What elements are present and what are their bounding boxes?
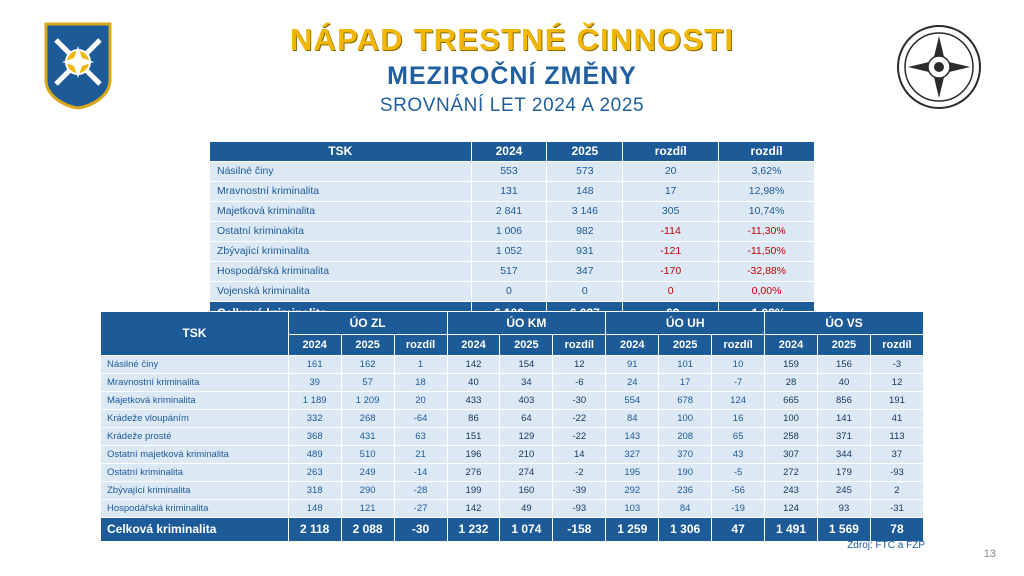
data-cell: 24 [606, 374, 659, 392]
cell-2024: 131 [471, 182, 547, 202]
data-cell: 344 [817, 446, 870, 464]
data-cell: 1 209 [341, 392, 394, 410]
table-group-header-row [101, 312, 924, 335]
data-cell: 327 [606, 446, 659, 464]
data-cell: 121 [341, 500, 394, 518]
cell-diff: -114 [623, 222, 719, 242]
data-cell: 65 [712, 428, 765, 446]
cell-diff: 305 [623, 202, 719, 222]
data-cell: 263 [288, 464, 341, 482]
row-label: Hospodářská kriminalita [210, 262, 472, 282]
table-row [210, 282, 815, 302]
row-label: Vojenská kriminalita [210, 282, 472, 302]
group-header-uo-zl: ÚO ZL [288, 312, 447, 335]
cell-2025: 573 [547, 162, 623, 182]
sub-header-2025: 2025 [341, 335, 394, 356]
data-cell: 510 [341, 446, 394, 464]
row-label: Zbývající kriminalita [210, 242, 472, 262]
data-cell: 17 [659, 374, 712, 392]
cell-diff: 20 [623, 162, 719, 182]
data-cell: 12 [870, 374, 923, 392]
data-cell: 142 [447, 356, 500, 374]
cell-2024: 1 006 [471, 222, 547, 242]
data-cell: 57 [341, 374, 394, 392]
cell-2025: 148 [547, 182, 623, 202]
table-row [101, 500, 924, 518]
data-cell: 678 [659, 392, 712, 410]
table-header-row [210, 142, 815, 162]
data-cell: 84 [606, 410, 659, 428]
row-label: Majetková kriminalita [210, 202, 472, 222]
row-label: Majetková kriminalita [101, 392, 289, 410]
data-cell: 332 [288, 410, 341, 428]
data-cell: 195 [606, 464, 659, 482]
data-cell: 124 [712, 392, 765, 410]
data-cell: -14 [394, 464, 447, 482]
row-label: Mravnostní kriminalita [210, 182, 472, 202]
data-cell: 156 [817, 356, 870, 374]
row-label: Mravnostní kriminalita [101, 374, 289, 392]
data-cell: 129 [500, 428, 553, 446]
data-cell: -93 [553, 500, 606, 518]
table-row [101, 410, 924, 428]
table-row [101, 482, 924, 500]
col-header-tsk: TSK [210, 142, 472, 162]
data-cell: 276 [447, 464, 500, 482]
data-cell: -31 [870, 500, 923, 518]
data-cell: 141 [817, 410, 870, 428]
cell-pct: 12,98% [719, 182, 815, 202]
data-cell: 431 [341, 428, 394, 446]
data-cell: 272 [765, 464, 818, 482]
data-cell: 14 [553, 446, 606, 464]
data-cell: 28 [765, 374, 818, 392]
source-note: Zdroj: FTČ a FZP [847, 540, 925, 551]
data-cell: 433 [447, 392, 500, 410]
data-cell: -7 [712, 374, 765, 392]
row-label: Krádeže vloupáním [101, 410, 289, 428]
group-header-uo-vs: ÚO VS [765, 312, 924, 335]
data-cell: 103 [606, 500, 659, 518]
data-cell: -2 [553, 464, 606, 482]
sub-header-diff: rozdíl [553, 335, 606, 356]
total-cell: 78 [870, 518, 923, 542]
data-cell: 142 [447, 500, 500, 518]
data-cell: 179 [817, 464, 870, 482]
data-cell: -56 [712, 482, 765, 500]
data-cell: 40 [817, 374, 870, 392]
total-cell: 1 232 [447, 518, 500, 542]
total-cell: 1 569 [817, 518, 870, 542]
data-cell: 21 [394, 446, 447, 464]
data-cell: -6 [553, 374, 606, 392]
cell-2024: 2 841 [471, 202, 547, 222]
page-number: 13 [983, 548, 996, 560]
data-cell: 10 [712, 356, 765, 374]
data-cell: 113 [870, 428, 923, 446]
data-cell: 154 [500, 356, 553, 374]
group-header-uo-uh: ÚO UH [606, 312, 765, 335]
total-cell: 1 491 [765, 518, 818, 542]
data-cell: 151 [447, 428, 500, 446]
table-row [101, 374, 924, 392]
row-label: Ostatní majetková kriminalita [101, 446, 289, 464]
table-row [101, 446, 924, 464]
table-row [101, 464, 924, 482]
cell-2025: 3 146 [547, 202, 623, 222]
row-label: Krádeže prosté [101, 428, 289, 446]
data-cell: 18 [394, 374, 447, 392]
total-cell: 2 118 [288, 518, 341, 542]
data-cell: -93 [870, 464, 923, 482]
data-cell: 16 [712, 410, 765, 428]
data-cell: 274 [500, 464, 553, 482]
total-cell: -158 [553, 518, 606, 542]
data-cell: 143 [606, 428, 659, 446]
data-cell: 84 [659, 500, 712, 518]
data-cell: 148 [288, 500, 341, 518]
data-cell: -5 [712, 464, 765, 482]
data-cell: 40 [447, 374, 500, 392]
table-row [101, 428, 924, 446]
cell-diff: -121 [623, 242, 719, 262]
data-cell: 370 [659, 446, 712, 464]
table-row [210, 242, 815, 262]
cell-pct: 10,74% [719, 202, 815, 222]
col-header-tsk: TSK [101, 312, 289, 356]
cell-2024: 553 [471, 162, 547, 182]
data-cell: 43 [712, 446, 765, 464]
sub-header-2025: 2025 [817, 335, 870, 356]
table-row [210, 162, 815, 182]
sub-header-diff: rozdíl [712, 335, 765, 356]
table-total-row [101, 518, 924, 542]
data-cell: -28 [394, 482, 447, 500]
data-cell: 1 189 [288, 392, 341, 410]
data-cell: -3 [870, 356, 923, 374]
table-row [210, 202, 815, 222]
data-cell: 290 [341, 482, 394, 500]
data-cell: 124 [765, 500, 818, 518]
data-cell: 39 [288, 374, 341, 392]
page-subtitle: MEZIROČNÍ ZMĚNY [387, 62, 637, 90]
total-cell: 2 088 [341, 518, 394, 542]
cell-pct: -32,88% [719, 262, 815, 282]
sub-header-2025: 2025 [659, 335, 712, 356]
page-subtitle-2: SROVNÁNÍ LET 2024 A 2025 [379, 95, 645, 116]
data-cell: 100 [765, 410, 818, 428]
sub-header-2025: 2025 [500, 335, 553, 356]
data-cell: 64 [500, 410, 553, 428]
data-cell: -19 [712, 500, 765, 518]
total-cell: 1 259 [606, 518, 659, 542]
total-cell: 1 306 [659, 518, 712, 542]
total-cell: -30 [394, 518, 447, 542]
col-header-2024: 2024 [471, 142, 547, 162]
data-cell: 20 [394, 392, 447, 410]
data-cell: 245 [817, 482, 870, 500]
cell-2024: 517 [471, 262, 547, 282]
row-label: Násilné činy [101, 356, 289, 374]
data-cell: 91 [606, 356, 659, 374]
slide-header [0, 0, 1024, 128]
row-label: Zbývající kriminalita [101, 482, 289, 500]
summary-table [209, 141, 815, 325]
cell-pct: -11,50% [719, 242, 815, 262]
data-cell: 210 [500, 446, 553, 464]
col-header-diff-pct: rozdíl [719, 142, 815, 162]
cell-diff: 17 [623, 182, 719, 202]
cell-2025: 0 [547, 282, 623, 302]
data-cell: 268 [341, 410, 394, 428]
total-cell: 1 074 [500, 518, 553, 542]
data-cell: 199 [447, 482, 500, 500]
sub-header-2024: 2024 [606, 335, 659, 356]
cell-2025: 347 [547, 262, 623, 282]
table-row [101, 356, 924, 374]
data-cell: 249 [341, 464, 394, 482]
data-cell: 368 [288, 428, 341, 446]
data-cell: 190 [659, 464, 712, 482]
data-cell: -30 [553, 392, 606, 410]
data-cell: 160 [500, 482, 553, 500]
group-header-uo-km: ÚO KM [447, 312, 606, 335]
data-cell: 196 [447, 446, 500, 464]
data-cell: 258 [765, 428, 818, 446]
cell-diff: 0 [623, 282, 719, 302]
cell-pct: 0,00% [719, 282, 815, 302]
total-label: Celková kriminalita [101, 518, 289, 542]
data-cell: 162 [341, 356, 394, 374]
data-cell: 101 [659, 356, 712, 374]
sub-header-2024: 2024 [447, 335, 500, 356]
sub-header-diff: rozdíl [870, 335, 923, 356]
title-block [0, 22, 1024, 117]
row-label: Ostatní kriminalita [101, 464, 289, 482]
data-cell: 665 [765, 392, 818, 410]
table-row [210, 222, 815, 242]
data-cell: 93 [817, 500, 870, 518]
data-cell: 318 [288, 482, 341, 500]
data-cell: 307 [765, 446, 818, 464]
data-cell: 12 [553, 356, 606, 374]
data-cell: 489 [288, 446, 341, 464]
data-cell: -64 [394, 410, 447, 428]
data-cell: 159 [765, 356, 818, 374]
sub-header-2024: 2024 [288, 335, 341, 356]
data-cell: 1 [394, 356, 447, 374]
data-cell: 292 [606, 482, 659, 500]
data-cell: 208 [659, 428, 712, 446]
data-cell: -22 [553, 410, 606, 428]
data-cell: 86 [447, 410, 500, 428]
data-cell: 161 [288, 356, 341, 374]
sub-header-diff: rozdíl [394, 335, 447, 356]
row-label: Ostatní kriminakita [210, 222, 472, 242]
districts-table [100, 311, 924, 542]
data-cell: 243 [765, 482, 818, 500]
row-label: Násilné činy [210, 162, 472, 182]
data-cell: -27 [394, 500, 447, 518]
data-cell: 37 [870, 446, 923, 464]
data-cell: 236 [659, 482, 712, 500]
table-row [210, 182, 815, 202]
data-cell: 49 [500, 500, 553, 518]
data-cell: 856 [817, 392, 870, 410]
cell-2024: 1 052 [471, 242, 547, 262]
data-cell: 554 [606, 392, 659, 410]
data-cell: 403 [500, 392, 553, 410]
data-cell: 34 [500, 374, 553, 392]
table-row [210, 262, 815, 282]
data-cell: 100 [659, 410, 712, 428]
data-cell: -22 [553, 428, 606, 446]
cell-2025: 982 [547, 222, 623, 242]
cell-pct: 3,62% [719, 162, 815, 182]
data-cell: 63 [394, 428, 447, 446]
cell-2025: 931 [547, 242, 623, 262]
data-cell: 2 [870, 482, 923, 500]
cell-diff: -170 [623, 262, 719, 282]
data-cell: 371 [817, 428, 870, 446]
cell-pct: -11,30% [719, 222, 815, 242]
col-header-diff-abs: rozdíl [623, 142, 719, 162]
table-row [101, 392, 924, 410]
sub-header-2024: 2024 [765, 335, 818, 356]
cell-2024: 0 [471, 282, 547, 302]
row-label: Hospodářská kriminalita [101, 500, 289, 518]
data-cell: 41 [870, 410, 923, 428]
data-cell: -39 [553, 482, 606, 500]
data-cell: 191 [870, 392, 923, 410]
total-cell: 47 [712, 518, 765, 542]
page-title: NÁPAD TRESTNÉ ČINNOSTI [289, 22, 735, 57]
col-header-2025: 2025 [547, 142, 623, 162]
